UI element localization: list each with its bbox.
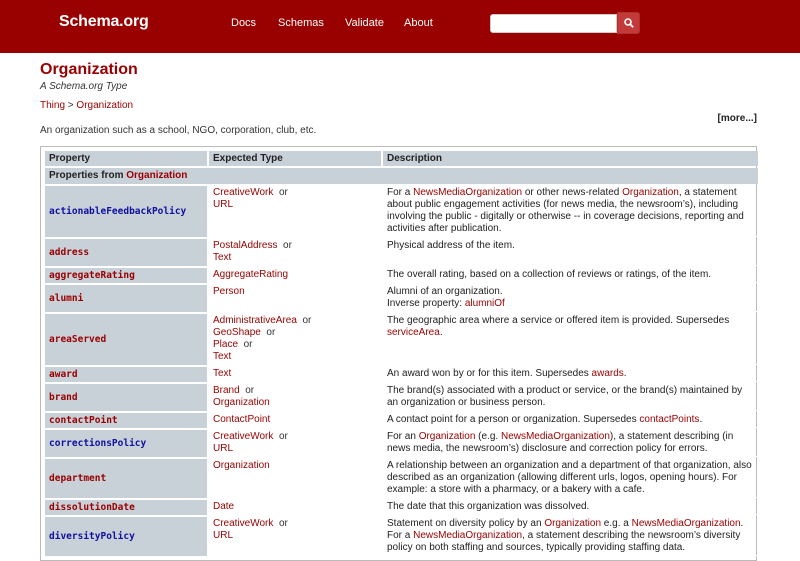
property-link[interactable]: alumni <box>49 292 84 304</box>
property-name-cell <box>45 459 207 498</box>
property-name-cell <box>45 367 207 382</box>
table-row <box>45 517 758 556</box>
description-text: For an <box>387 431 419 442</box>
header-description: Description <box>383 151 758 166</box>
description-text: . <box>439 327 443 338</box>
description-text: (e.g. <box>475 431 501 442</box>
expected-type-cell <box>209 517 381 556</box>
header-property: Property <box>45 151 207 166</box>
breadcrumb-separator: > <box>67 100 74 111</box>
description-cell <box>383 268 758 283</box>
table-row <box>45 239 758 266</box>
expected-type-cell <box>209 430 381 457</box>
description-cell <box>383 500 758 515</box>
table-row <box>45 500 758 515</box>
properties-table <box>43 149 760 558</box>
nav-validate[interactable]: Validate <box>345 17 384 29</box>
property-name-cell <box>45 239 207 266</box>
property-link[interactable]: areaServed <box>49 333 107 345</box>
description-cell <box>383 239 758 266</box>
more-link[interactable]: [more...] <box>717 113 757 124</box>
description-text: The overall rating, based on a collection of reviews or ratings, of the item. <box>387 269 712 280</box>
property-name-cell <box>45 500 207 515</box>
description-link[interactable]: awards <box>591 368 624 379</box>
page-title: Organization <box>40 61 138 78</box>
description-text: Alumni of an organization. <box>387 286 503 297</box>
group-header-row <box>45 168 758 184</box>
table-row <box>45 186 758 237</box>
table-row <box>45 367 758 382</box>
expected-type-link[interactable]: CreativeWork <box>213 431 274 442</box>
or-separator: or <box>243 339 253 350</box>
description-link[interactable]: Organization <box>622 187 679 198</box>
table-row <box>45 459 758 498</box>
description-text: or other news-related <box>522 187 623 198</box>
or-separator: or <box>278 518 288 529</box>
description-text: A contact point for a person or organization. Supersedes <box>387 414 640 425</box>
description-cell <box>383 314 758 365</box>
property-link[interactable]: actionableFeedbackPolicy <box>49 205 187 217</box>
expected-type-cell <box>209 384 381 411</box>
site-logo[interactable]: Schema.org <box>59 13 149 30</box>
description-cell <box>383 459 758 498</box>
expected-type-link[interactable]: URL <box>213 530 234 541</box>
properties-table-wrapper <box>40 146 757 561</box>
expected-type-link[interactable]: CreativeWork <box>213 187 274 198</box>
group-type-link[interactable]: Organization <box>126 170 188 181</box>
property-name-cell <box>45 413 207 428</box>
or-separator: or <box>266 327 276 338</box>
expected-type-cell <box>209 268 381 283</box>
property-link[interactable]: correctionsPolicy <box>49 437 147 449</box>
property-link[interactable]: contactPoint <box>49 414 118 426</box>
description-link[interactable]: serviceArea <box>387 327 440 338</box>
description-link[interactable]: alumniOf <box>464 298 505 309</box>
property-link[interactable]: address <box>49 246 90 258</box>
description-link[interactable]: NewsMediaOrganization <box>413 187 523 198</box>
expected-type-link[interactable]: URL <box>213 443 234 454</box>
group-header <box>45 168 758 184</box>
description-cell <box>383 517 758 556</box>
property-link[interactable]: diversityPolicy <box>49 530 135 542</box>
property-link[interactable]: dissolutionDate <box>49 501 135 513</box>
description-text: Statement on diversity policy by an <box>387 518 545 529</box>
expected-type-link[interactable]: Place <box>213 339 239 350</box>
or-separator: or <box>278 187 288 198</box>
expected-type-link[interactable]: GeoShape <box>213 327 261 338</box>
group-label-prefix: Properties from <box>49 170 124 181</box>
expected-type-link[interactable]: Text <box>213 368 232 379</box>
expected-type-link[interactable]: ContactPoint <box>213 414 271 425</box>
description-text: . <box>699 414 703 425</box>
or-separator: or <box>302 315 312 326</box>
description-text: , a statement about public engagement activities (for news media, the newsroom’s), including involving the public - digitally or otherwise -- in coverage decisions, reporting and activities after publication. <box>387 187 744 234</box>
property-name-cell <box>45 430 207 457</box>
table-row <box>45 285 758 312</box>
description-link[interactable]: NewsMediaOrganization <box>631 518 741 529</box>
description-cell <box>383 430 758 457</box>
description-text: , a statement describing the newsroom’s diversity policy on both staffing and sources, typically providing staffing data. <box>387 530 741 553</box>
description-text: For a <box>387 187 414 198</box>
expected-type-cell <box>209 285 381 312</box>
expected-type-link[interactable]: Text <box>213 351 232 362</box>
nav-docs[interactable]: Docs <box>231 17 257 29</box>
expected-type-link[interactable]: AdministrativeArea <box>213 315 297 326</box>
description-text: . <box>623 368 627 379</box>
expected-type-link[interactable]: Date <box>213 501 235 512</box>
expected-type-link[interactable]: CreativeWork <box>213 518 274 529</box>
property-name-cell <box>45 186 207 237</box>
property-name-cell <box>45 314 207 365</box>
expected-type-link[interactable]: AggregateRating <box>213 269 289 280</box>
table-row <box>45 413 758 428</box>
expected-type-cell <box>209 500 381 515</box>
expected-type-link[interactable]: Brand <box>213 385 240 396</box>
search-input[interactable] <box>490 14 617 33</box>
description-cell <box>383 413 758 428</box>
description-text: . For a <box>387 518 744 541</box>
type-description: An organization such as a school, NGO, corporation, club, etc. <box>40 125 317 136</box>
nav-about[interactable]: About <box>404 17 433 29</box>
table-row <box>45 314 758 365</box>
expected-type-cell <box>209 314 381 365</box>
search-icon <box>624 18 634 28</box>
expected-type-cell <box>209 459 381 498</box>
description-cell <box>383 384 758 411</box>
description-link[interactable]: NewsMediaOrganization <box>413 530 523 541</box>
description-text: The date that this organization was dissolved. <box>387 501 590 512</box>
description-text: A relationship between an organization and a department of that organization, also described as an organization (allowing different urls, logos, opening hours). For example: a store with a pharmacy, or a bakery with a cafe. <box>387 460 752 495</box>
expected-type-cell <box>209 239 381 266</box>
description-link[interactable]: Organization <box>544 518 602 529</box>
expected-type-link[interactable]: URL <box>213 199 234 210</box>
expected-type-cell <box>209 186 381 237</box>
search-button[interactable] <box>617 12 640 34</box>
description-link[interactable]: Organization <box>418 431 476 442</box>
table-header-row <box>45 151 758 166</box>
description-text: e.g. a <box>601 518 632 529</box>
expected-type-link[interactable]: Organization <box>213 460 270 471</box>
property-name-cell <box>45 268 207 283</box>
table-row <box>45 268 758 283</box>
property-link[interactable]: aggregateRating <box>49 269 135 281</box>
property-link[interactable]: award <box>49 368 78 380</box>
expected-type-cell <box>209 413 381 428</box>
expected-type-link[interactable]: Text <box>213 252 232 263</box>
or-separator: or <box>278 431 288 442</box>
property-name-cell <box>45 285 207 312</box>
page-subtitle: A Schema.org Type <box>40 81 128 92</box>
description-text: Physical address of the item. <box>387 240 515 251</box>
description-link[interactable]: contactPoints <box>639 414 700 425</box>
property-name-cell <box>45 384 207 411</box>
top-header-bar <box>0 0 800 53</box>
or-separator: or <box>283 240 292 251</box>
breadcrumb-parent-link[interactable]: Thing <box>40 100 66 111</box>
description-text: The brand(s) associated with a product or service, or the brand(s) maintained by an organization or business person. <box>387 385 743 408</box>
property-name-cell <box>45 517 207 556</box>
expected-type-link[interactable]: Organization <box>213 397 270 408</box>
table-row <box>45 384 758 411</box>
header-expected-type: Expected Type <box>209 151 381 166</box>
nav-schemas[interactable]: Schemas <box>278 17 324 29</box>
breadcrumb <box>40 100 133 111</box>
description-text: ), a statement describing (in news media, the newsroom’s) disclosure and correction policy for errors. <box>387 431 734 454</box>
or-separator: or <box>245 385 255 396</box>
property-link[interactable]: department <box>49 472 107 484</box>
description-cell <box>383 367 758 382</box>
description-link[interactable]: NewsMediaOrganization <box>500 431 610 442</box>
description-text: Inverse property: <box>387 298 465 309</box>
description-cell <box>383 285 758 312</box>
table-row <box>45 430 758 457</box>
description-text: An award won by or for this item. Supersedes <box>387 368 592 379</box>
property-link[interactable]: brand <box>49 391 78 403</box>
expected-type-cell <box>209 367 381 382</box>
description-cell <box>383 186 758 237</box>
expected-type-link[interactable]: Person <box>213 286 245 297</box>
expected-type-link[interactable]: PostalAddress <box>213 240 278 251</box>
breadcrumb-current-link[interactable]: Organization <box>76 100 134 111</box>
description-text: The geographic area where a service or offered item is provided. Supersedes <box>387 315 730 326</box>
